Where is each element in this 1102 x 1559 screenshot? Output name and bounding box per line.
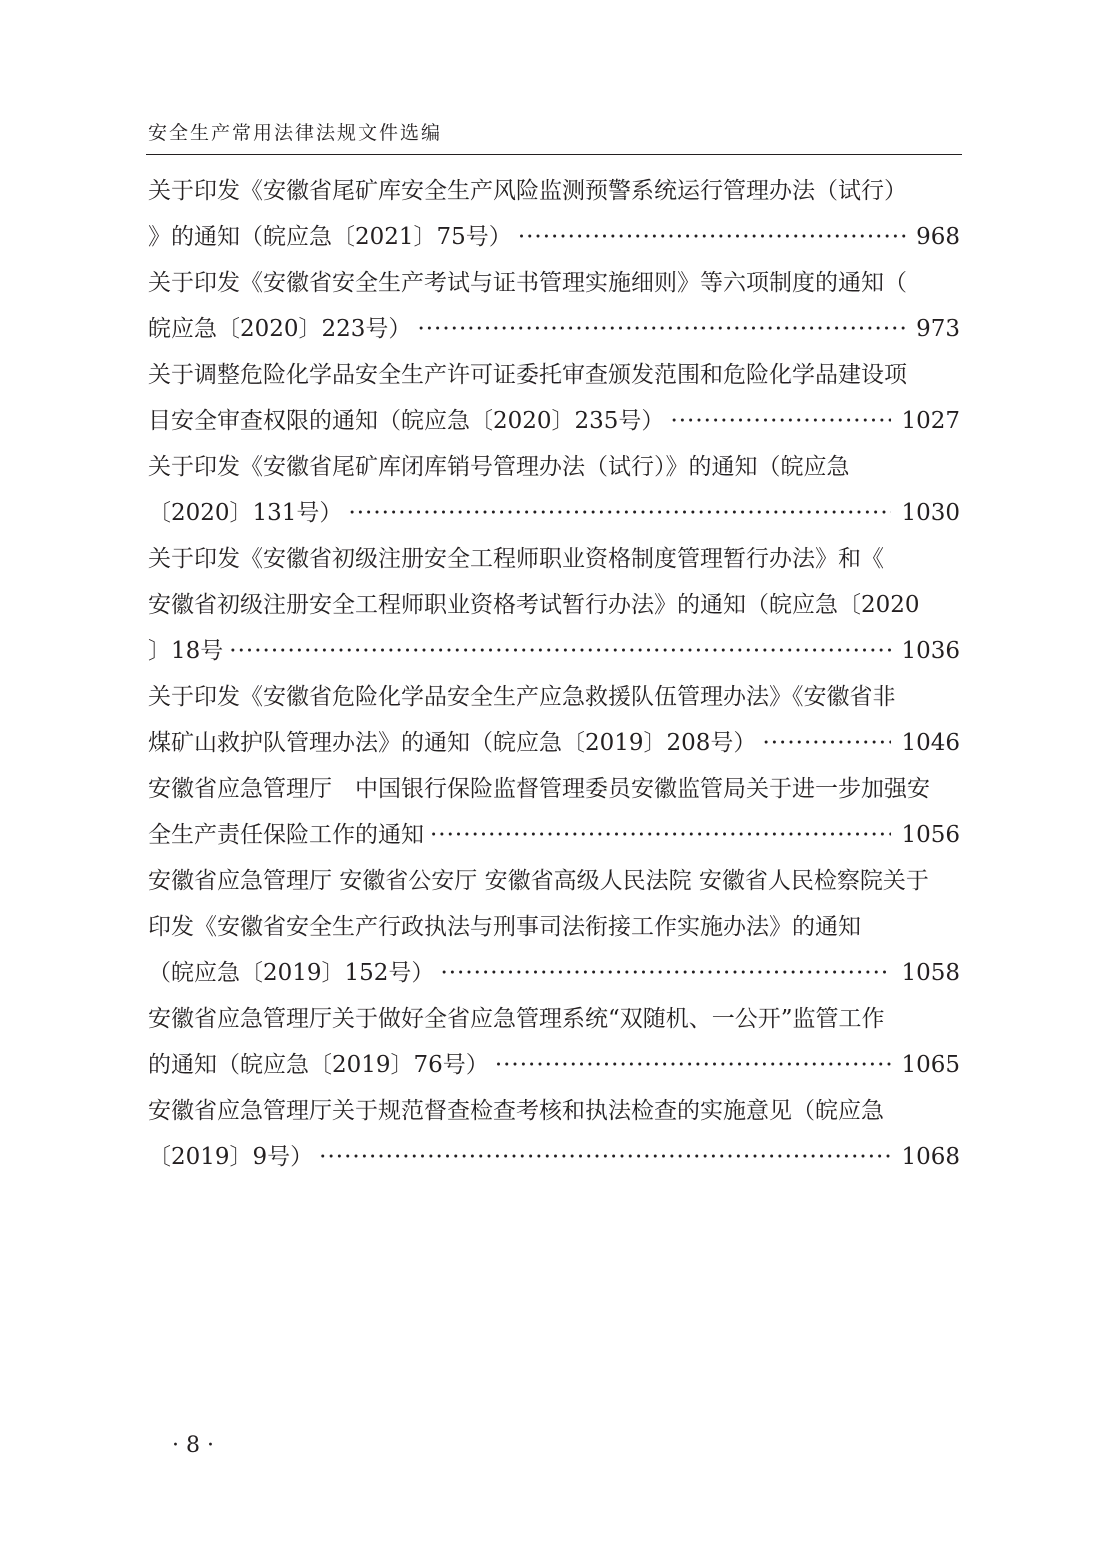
toc-entry-line: 目安全审查权限的通知（皖应急〔2020〕235号）	[148, 408, 665, 434]
toc-page-number: 968	[916, 224, 960, 250]
toc-entry-line: 全生产责任保险工作的通知	[148, 822, 424, 848]
toc-entry-last-line	[148, 490, 960, 536]
toc-entry-line: 的通知（皖应急〔2019〕76号）	[148, 1052, 489, 1078]
toc-entry-last-line	[148, 1134, 960, 1180]
toc-entry-line: 安徽省应急管理厅 中国银行保险监督管理委员安徽监管局关于进一步加强安	[148, 776, 930, 802]
toc-entry-line: 关于印发《安徽省危险化学品安全生产应急救援队伍管理办法》《安徽省非	[148, 684, 896, 710]
toc-entry[interactable]	[148, 536, 960, 674]
dot-leader	[229, 628, 891, 674]
toc-entry-line: 关于印发《安徽省尾矿库安全生产风险监测预警系统运行管理办法（试行）	[148, 178, 907, 204]
header-rule	[146, 154, 962, 155]
dot-leader	[440, 950, 891, 996]
toc-entry-line: 安徽省应急管理厅关于做好全省应急管理系统“双随机、一公开”监管工作	[148, 1006, 885, 1032]
toc-entry-last-line	[148, 812, 960, 858]
dot-leader	[348, 490, 891, 536]
toc-entry-line: 安徽省应急管理厅关于规范督查检查考核和执法检查的实施意见（皖应急	[148, 1098, 884, 1124]
toc-page-number: 1027	[901, 408, 960, 434]
toc-entry-line: 安徽省初级注册安全工程师职业资格考试暂行办法》的通知（皖应急〔2020	[148, 592, 920, 618]
toc-entry[interactable]	[148, 858, 960, 996]
toc-entry-last-line	[148, 398, 960, 444]
toc-entry[interactable]	[148, 674, 960, 766]
toc-entry[interactable]	[148, 260, 960, 352]
toc-entry-last-line	[148, 1042, 960, 1088]
toc-entry-line: 关于印发《安徽省尾矿库闭库销号管理办法（试行）》的通知（皖应急	[148, 454, 850, 480]
dot-leader	[495, 1042, 892, 1088]
toc-entry[interactable]	[148, 1088, 960, 1180]
toc-entry[interactable]	[148, 352, 960, 444]
toc-page-number: 1046	[901, 730, 960, 756]
toc-page-number: 1030	[901, 500, 960, 526]
toc-entry[interactable]	[148, 444, 960, 536]
toc-page-number: 1058	[901, 960, 960, 986]
toc-entry-line: （皖应急〔2019〕152号）	[148, 960, 435, 986]
toc-entry-line: 安徽省应急管理厅 安徽省公安厅 安徽省高级人民法院 安徽省人民检察院关于	[148, 868, 929, 894]
toc-entry-line: 煤矿山救护队管理办法》的通知（皖应急〔2019〕208号）	[148, 730, 757, 756]
table-of-contents	[148, 168, 960, 1180]
toc-entry-line: 印发《安徽省安全生产行政执法与刑事司法衔接工作实施办法》的通知	[148, 914, 861, 940]
toc-page-number: 1036	[901, 638, 960, 664]
dot-leader	[518, 214, 906, 260]
toc-entry-line: 〕18号	[148, 638, 224, 664]
page-number: · 8 ·	[172, 1433, 214, 1458]
toc-entry[interactable]	[148, 168, 960, 260]
toc-entry-last-line	[148, 628, 960, 674]
dot-leader	[762, 720, 891, 766]
toc-entry[interactable]	[148, 766, 960, 858]
toc-entry-line: 〔2020〕131号）	[148, 500, 343, 526]
dot-leader	[319, 1134, 891, 1180]
toc-entry-last-line	[148, 214, 960, 260]
toc-entry-line: 关于印发《安徽省初级注册安全工程师职业资格制度管理暂行办法》和《	[148, 546, 884, 572]
dot-leader	[417, 306, 906, 352]
toc-entry[interactable]	[148, 996, 960, 1088]
running-header: 安全生产常用法律法规文件选编	[148, 122, 443, 144]
toc-entry-last-line	[148, 720, 960, 766]
dot-leader	[430, 812, 891, 858]
toc-page-number: 1056	[901, 822, 960, 848]
toc-entry-line: 关于印发《安徽省安全生产考试与证书管理实施细则》等六项制度的通知（	[148, 270, 907, 296]
toc-entry-last-line	[148, 950, 960, 996]
toc-entry-last-line	[148, 306, 960, 352]
toc-entry-line: 关于调整危险化学品安全生产许可证委托审查颁发范围和危险化学品建设项	[148, 362, 907, 388]
toc-page-number: 973	[916, 316, 960, 342]
toc-page-number: 1065	[901, 1052, 960, 1078]
toc-entry-line: 皖应急〔2020〕223号）	[148, 316, 412, 342]
toc-page-number: 1068	[901, 1144, 960, 1170]
toc-entry-line: 》的通知（皖应急〔2021〕75号）	[148, 224, 512, 250]
toc-entry-line: 〔2019〕9号）	[148, 1144, 314, 1170]
dot-leader	[670, 398, 891, 444]
